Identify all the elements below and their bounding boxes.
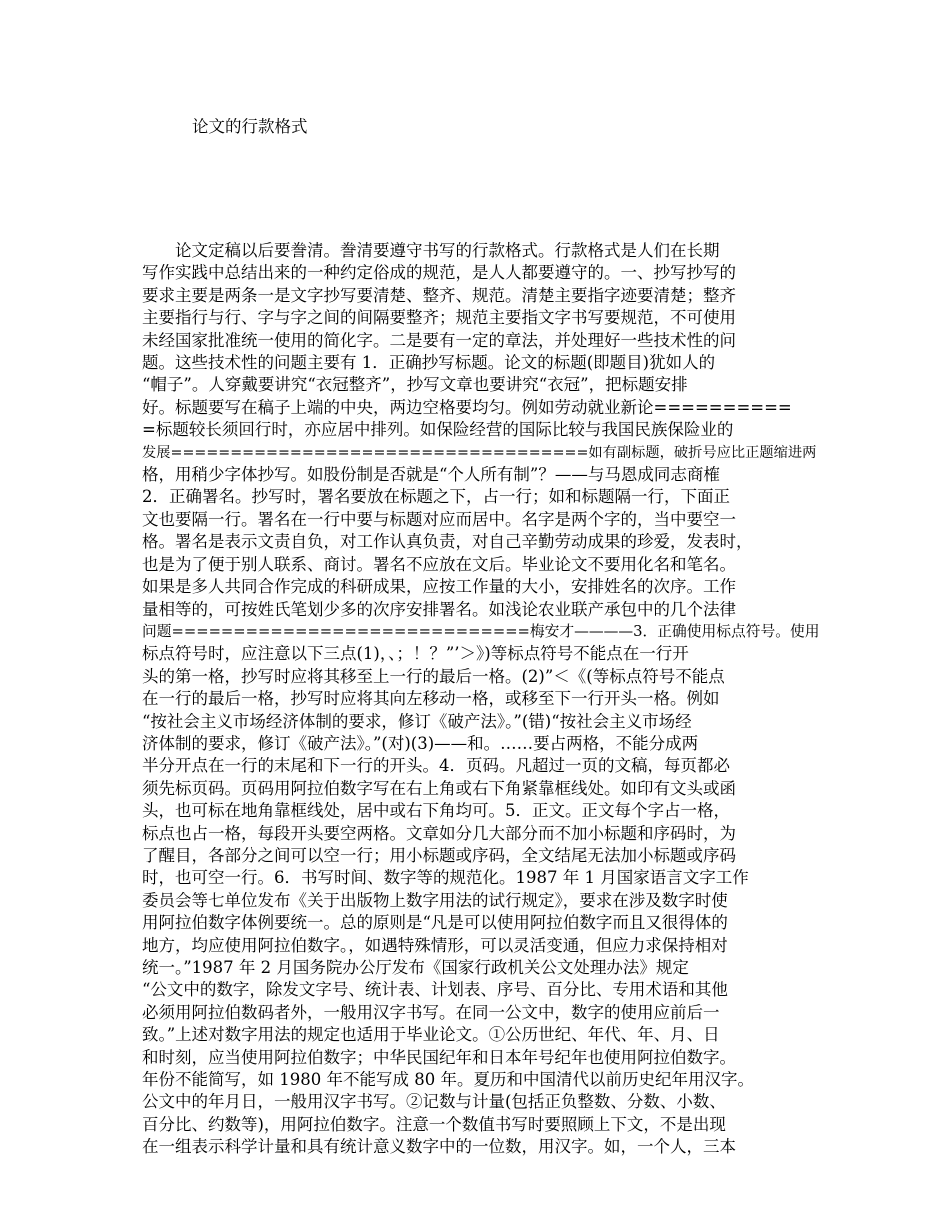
body-text-line: 百分比、约数等)，用阿拉伯数字。注意一个数值书写时要照顾上下文，不是出现 <box>142 1114 726 1134</box>
body-text-line: 发展===================================如有副标题，破折号应比正题缩进两 <box>142 444 817 461</box>
body-text-line: 和时刻，应当使用阿拉伯数字；中华民国纪年和日本年号纪年也使用阿拉伯数字。 <box>142 1047 736 1067</box>
body-text-line: 头，也可标在地角靠框线处，居中或右下角均可。5．正文。正文每个字占一格， <box>142 801 730 821</box>
body-text-line: 格。署名是表示文责自负，对工作认真负责，对自己辛勤劳动成果的珍爱，发表时， <box>142 532 753 552</box>
body-text-line: 时，也可空一行。6．书写时间、数字等的规范化。1987 年 1 月国家语言文字工作 <box>142 868 749 888</box>
body-text-line: 格，用稍少字体抄写。如股份制是否就是“个人所有制”？——与马恩成同志商榷 <box>142 465 720 485</box>
document-body <box>142 240 822 1159</box>
body-text-line: 在一组表示科学计量和具有统计意义数字中的一位数，用汉字。如，一个人，三本 <box>142 1137 736 1157</box>
body-text-line: 文也要隔一行。署名在一行中要与标题对应而居中。名字是两个字的，当中要空一 <box>142 509 736 529</box>
body-text-line: 年份不能简写，如 1980 年不能写成 80 年。夏历和中国清代以前历史纪年用汉字。 <box>142 1070 754 1090</box>
body-text-line: 统一。”1987 年 2 月国务院办公厅发布《国家行政机关公文处理办法》规定 <box>142 958 689 977</box>
body-text-line: 在一行的最后一格，抄写时应将其向左移动一格，或移至下一行开头一格。例如 <box>142 689 720 709</box>
body-text-line: “帽子”。人穿戴要讲究“衣冠整齐”，抄写文章也要讲究“衣冠”，把标题安排 <box>142 375 688 395</box>
body-text-line: 了醒目，各部分之间可以空一行；用小标题或序码，全文结尾无法加小标题或序码 <box>142 845 736 865</box>
body-text-line: 标点符号时，应注意以下三点(1)，、；！？”’＞》)等标点符号不能点在一行开 <box>142 644 689 664</box>
body-text-line: 未经国家批准统一使用的简化字。二是要有一定的章法，并处理好一些技术性的问 <box>142 330 736 350</box>
body-text-line: “按社会主义市场经济体制的要求，修订《破产法》。”(错)“按社会主义市场经 <box>142 711 692 731</box>
body-text-line: =标题较长须回行时，亦应居中排列。如保险经营的国际比较与我国民族保险业的 <box>142 420 734 440</box>
body-text-line: 写作实践中总结出来的一种约定俗成的规范，是人人都要遵守的。一、抄写抄写的 <box>142 263 736 283</box>
body-text-line: 量相等的，可按姓氏笔划少多的次序安排署名。如浅论农业联产承包中的几个法律 <box>142 599 736 619</box>
body-text-line: 济体制的要求，修订《破产法》。”(对)(3)——和。……要占两格，不能分成两 <box>142 733 699 753</box>
body-text-line: 要求主要是两条一是文字抄写要清楚、整齐、规范。清楚主要指字迹要清楚；整齐 <box>142 285 736 305</box>
body-text-line: 标点也占一格，每段开头要空两格。文章如分几大部分而不加小标题和序码时，为 <box>142 823 736 843</box>
body-text-line: “公文中的数字，除发文字号、统计表、计划表、序号、百分比、专用术语和其他 <box>142 980 728 1000</box>
body-text-line: 必须用阿拉伯数码者外，一般用汉字书写。在同一公文中，数字的使用应前后一 <box>142 1002 720 1022</box>
body-text-line: 用阿拉伯数字体例要统一。总的原则是“凡是可以使用阿拉伯数字而且又很得体的 <box>142 913 728 933</box>
body-text-line: 地方，均应使用阿拉伯数字。，如遇特殊情形，可以灵活变通，但应力求保持相对 <box>142 935 728 955</box>
body-text-line: 论文定稿以后要誊清。誊清要遵守书写的行款格式。行款格式是人们在长期 <box>142 241 720 260</box>
body-text-line: 致。”上述对数字用法的规定也适用于毕业论文。①公历世纪、年代、年、月、日 <box>142 1025 720 1045</box>
body-text-line: 须先标页码。页码用阿拉伯数字写在右上角或右下角紧靠框线处。如印有文头或函 <box>142 778 736 798</box>
body-text-line: 2．正确署名。抄写时，署名要放在标题之下，占一行；如和标题隔一行，下面正 <box>142 487 730 507</box>
document-title: 论文的行款格式 <box>192 117 308 136</box>
body-text-line: 半分开点在一行的末尾和下一行的开头。4．页码。凡超过一页的文稿，每页都必 <box>142 756 730 776</box>
body-text-line: 问题=============================梅安才————3．正确使用标点符号。使用 <box>142 622 820 640</box>
body-text-line: 头的第一格，抄写时应将其移至上一行的最后一格。(2)”＜《(等标点符号不能点 <box>142 666 725 686</box>
body-text-line: 如果是多人共同合作完成的科研成果，应按工作量的大小，安排姓名的次序。工作 <box>142 577 736 597</box>
body-text-line: 题。这些技术性的问题主要有 1．正确抄写标题。论文的标题(即题目)犹如人的 <box>142 353 716 373</box>
body-text-line: 委员会等七单位发布《关于出版物上数字用法的试行规定》，要求在涉及数字时使 <box>142 890 728 910</box>
body-text-line: 公文中的年月日，一般用汉字书写。②记数与计量(包括正负整数、分数、小数、 <box>142 1092 726 1112</box>
body-text-line: 好。标题要写在稿子上端的中央，两边空格要均匀。例如劳动就业新论========== <box>142 397 792 417</box>
body-text-line: 主要指行与行、字与字之间的间隔要整齐；规范主要指文字书写要规范，不可使用 <box>142 308 736 328</box>
body-text-line: 也是为了便于别人联系、商讨。署名不应放在文后。毕业论文不要用化名和笔名。 <box>142 554 736 574</box>
